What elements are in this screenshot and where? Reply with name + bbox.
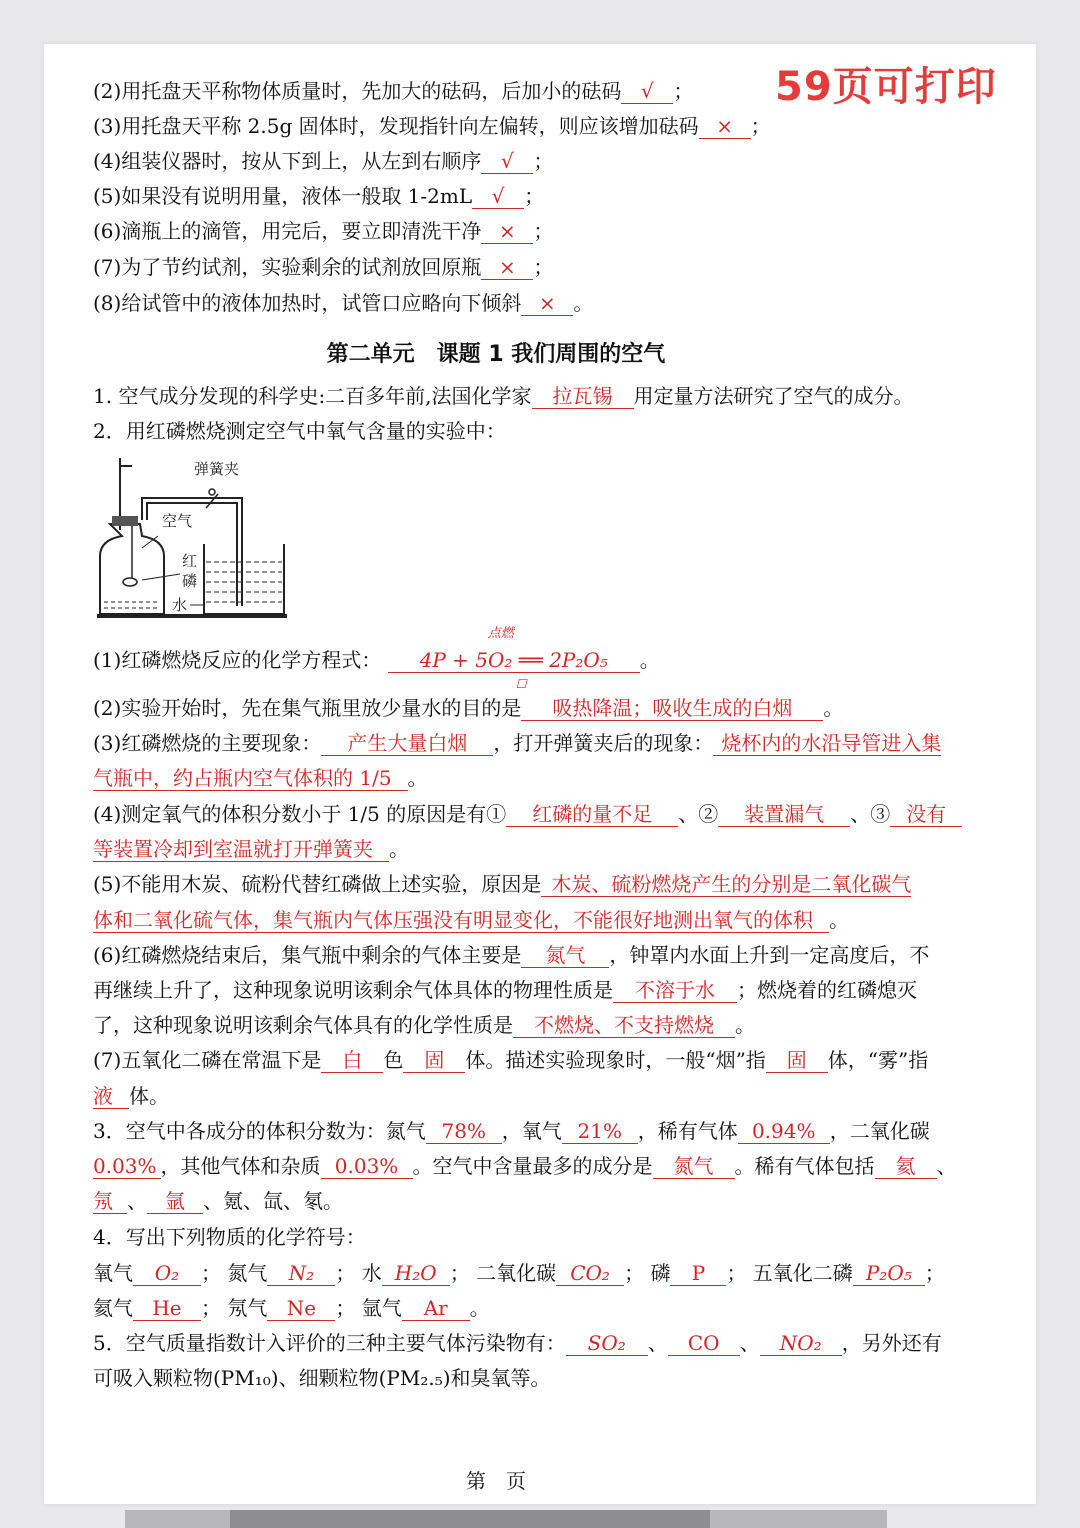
section-heading: 第二单元 课题 1 我们周围的空气: [326, 342, 666, 367]
list-item: (3)用托盘天平称 2.5g 固体时，发现指针向左偏转，则应该增加砝码 × ；: [93, 114, 771, 138]
question-4-title: 4．写出下列物质的化学符号：: [93, 1225, 366, 1249]
question-2-6: (6)红磷燃烧结束后，集气瓶中剩余的气体主要是 氮气 ，钟罩内水面上升到一定高度后，不: [93, 943, 930, 967]
list-item: (5)如果没有说明用量，液体一般取 1-2mL √ ；: [93, 184, 545, 208]
stopper: [112, 516, 138, 526]
svg-text:红: 红: [182, 552, 198, 570]
svg-text:空气: 空气: [162, 512, 193, 530]
question-5-cont: 可吸入颗粒物(PM₁₀)、细颗粒物(PM₂.₅)和臭氧等。: [93, 1366, 551, 1390]
question-2-3-cont: 气瓶中，约占瓶内空气体积的 1/5 。: [93, 766, 428, 790]
question-5: 5．空气质量指数计入评价的三种主要气体污染物有： SO₂ 、 CO 、 NO₂ ，另外还有: [93, 1331, 942, 1355]
horizontal-scrollbar[interactable]: [125, 1510, 887, 1528]
beaker: [204, 544, 284, 614]
question-4-row1: 氧气 O₂ ； 氮气 N₂ ； 水 H₂O ； 二氧化碳 CO₂ ； 磷 P ； 五氧化二磷 P₂O₅ ；: [93, 1261, 945, 1285]
question-2-4-cont: 等装置冷却到室温就打开弹簧夹 。: [93, 837, 409, 861]
question-2-7-cont: 液 体。: [93, 1084, 169, 1108]
list-item: (4)组装仪器时，按从下到上，从左到右顺序 √ ；: [93, 149, 554, 173]
printable-badge: 59页可打印: [775, 64, 997, 110]
question-2-7: (7)五氧化二磷在常温下是 白 色 固 体。描述实验现象时，一般“烟”指 固 体，“雾”指: [93, 1048, 929, 1072]
equation-answer: 点燃 4P + 5O₂ ══ 2P₂O₅ ☐: [388, 648, 640, 673]
question-2-2: (2)实验开始时，先在集气瓶里放少量水的目的是 吸热降温；吸收生成的白烟 。: [93, 696, 844, 720]
page-footer: 第 页: [466, 1469, 526, 1493]
scrollbar-thumb[interactable]: [230, 1510, 710, 1528]
spring-clip: [209, 489, 215, 495]
question-3: 3．空气中各成分的体积分数为：氮气 78% ，氧气 21% ，稀有气体 0.94% ，二氧化碳: [93, 1119, 930, 1143]
question-2-6-cont2: 了，这种现象说明该剩余气体具有的化学性质是 不燃烧、不支持燃烧 。: [93, 1013, 755, 1037]
svg-text:磷: 磷: [182, 572, 198, 590]
question-2-5: (5)不能用木炭、硫粉代替红磷做上述实验，原因是 木炭、硫粉燃烧产生的分别是二氧化碳气: [93, 872, 912, 896]
question-2-6-cont: 再继续上升了，这种现象说明该剩余气体具体的物理性质是 不溶于水 ；燃烧着的红磷熄灭: [93, 978, 917, 1002]
question-1: 1. 空气成分发现的科学史:二百多年前,法国化学家 拉瓦锡 用定量方法研究了空气的成分。: [93, 384, 914, 408]
apparatus-diagram: [92, 456, 292, 621]
question-2-4: (4)测定氧气的体积分数小于 1/5 的原因是有① 红磷的量不足 、② 装置漏气 、③ 没有: [93, 799, 990, 829]
question-2-5-cont: 体和二氧化硫气体，集气瓶内气体压强没有明显变化，不能很好地测出氧气的体积 。: [93, 908, 849, 932]
question-4-row2: 氦气 He ； 氖气 Ne ； 氩气 Ar 。: [93, 1296, 490, 1320]
svg-text:水: 水: [172, 596, 188, 614]
svg-text:弹簧夹: 弹簧夹: [194, 460, 240, 478]
list-item: (6)滴瓶上的滴管，用完后，要立即清洗干净 × ；: [93, 219, 554, 243]
list-item: (2)用托盘天平称物体质量时，先加大的砝码，后加小的砝码 √ ；: [93, 79, 694, 103]
question-2-title: 2．用红磷燃烧测定空气中氧气含量的实验中：: [93, 419, 506, 443]
list-item: (8)给试管中的液体加热时，试管口应略向下倾斜 × 。: [93, 291, 594, 315]
question-2-1: (1)红磷燃烧反应的化学方程式： 点燃 4P + 5O₂ ══ 2P₂O₅ ☐ 。: [93, 626, 660, 691]
question-2-3: (3)红磷燃烧的主要现象： 产生大量白烟 ，打开弹簧夹后的现象： 烧杯内的水沿导管进入集: [93, 731, 942, 755]
list-item: (7)为了节约试剂，实验剩余的试剂放回原瓶 × ；: [93, 255, 554, 279]
question-3-cont2: 氖 、 氩 、氪、氙、氡。: [93, 1189, 343, 1213]
question-3-cont: 0.03% ，其他气体和杂质 0.03% 。空气中含量最多的成分是 氮气 。稀有气体包括 氦 、: [93, 1154, 957, 1178]
combustion-spoon: [123, 578, 137, 586]
